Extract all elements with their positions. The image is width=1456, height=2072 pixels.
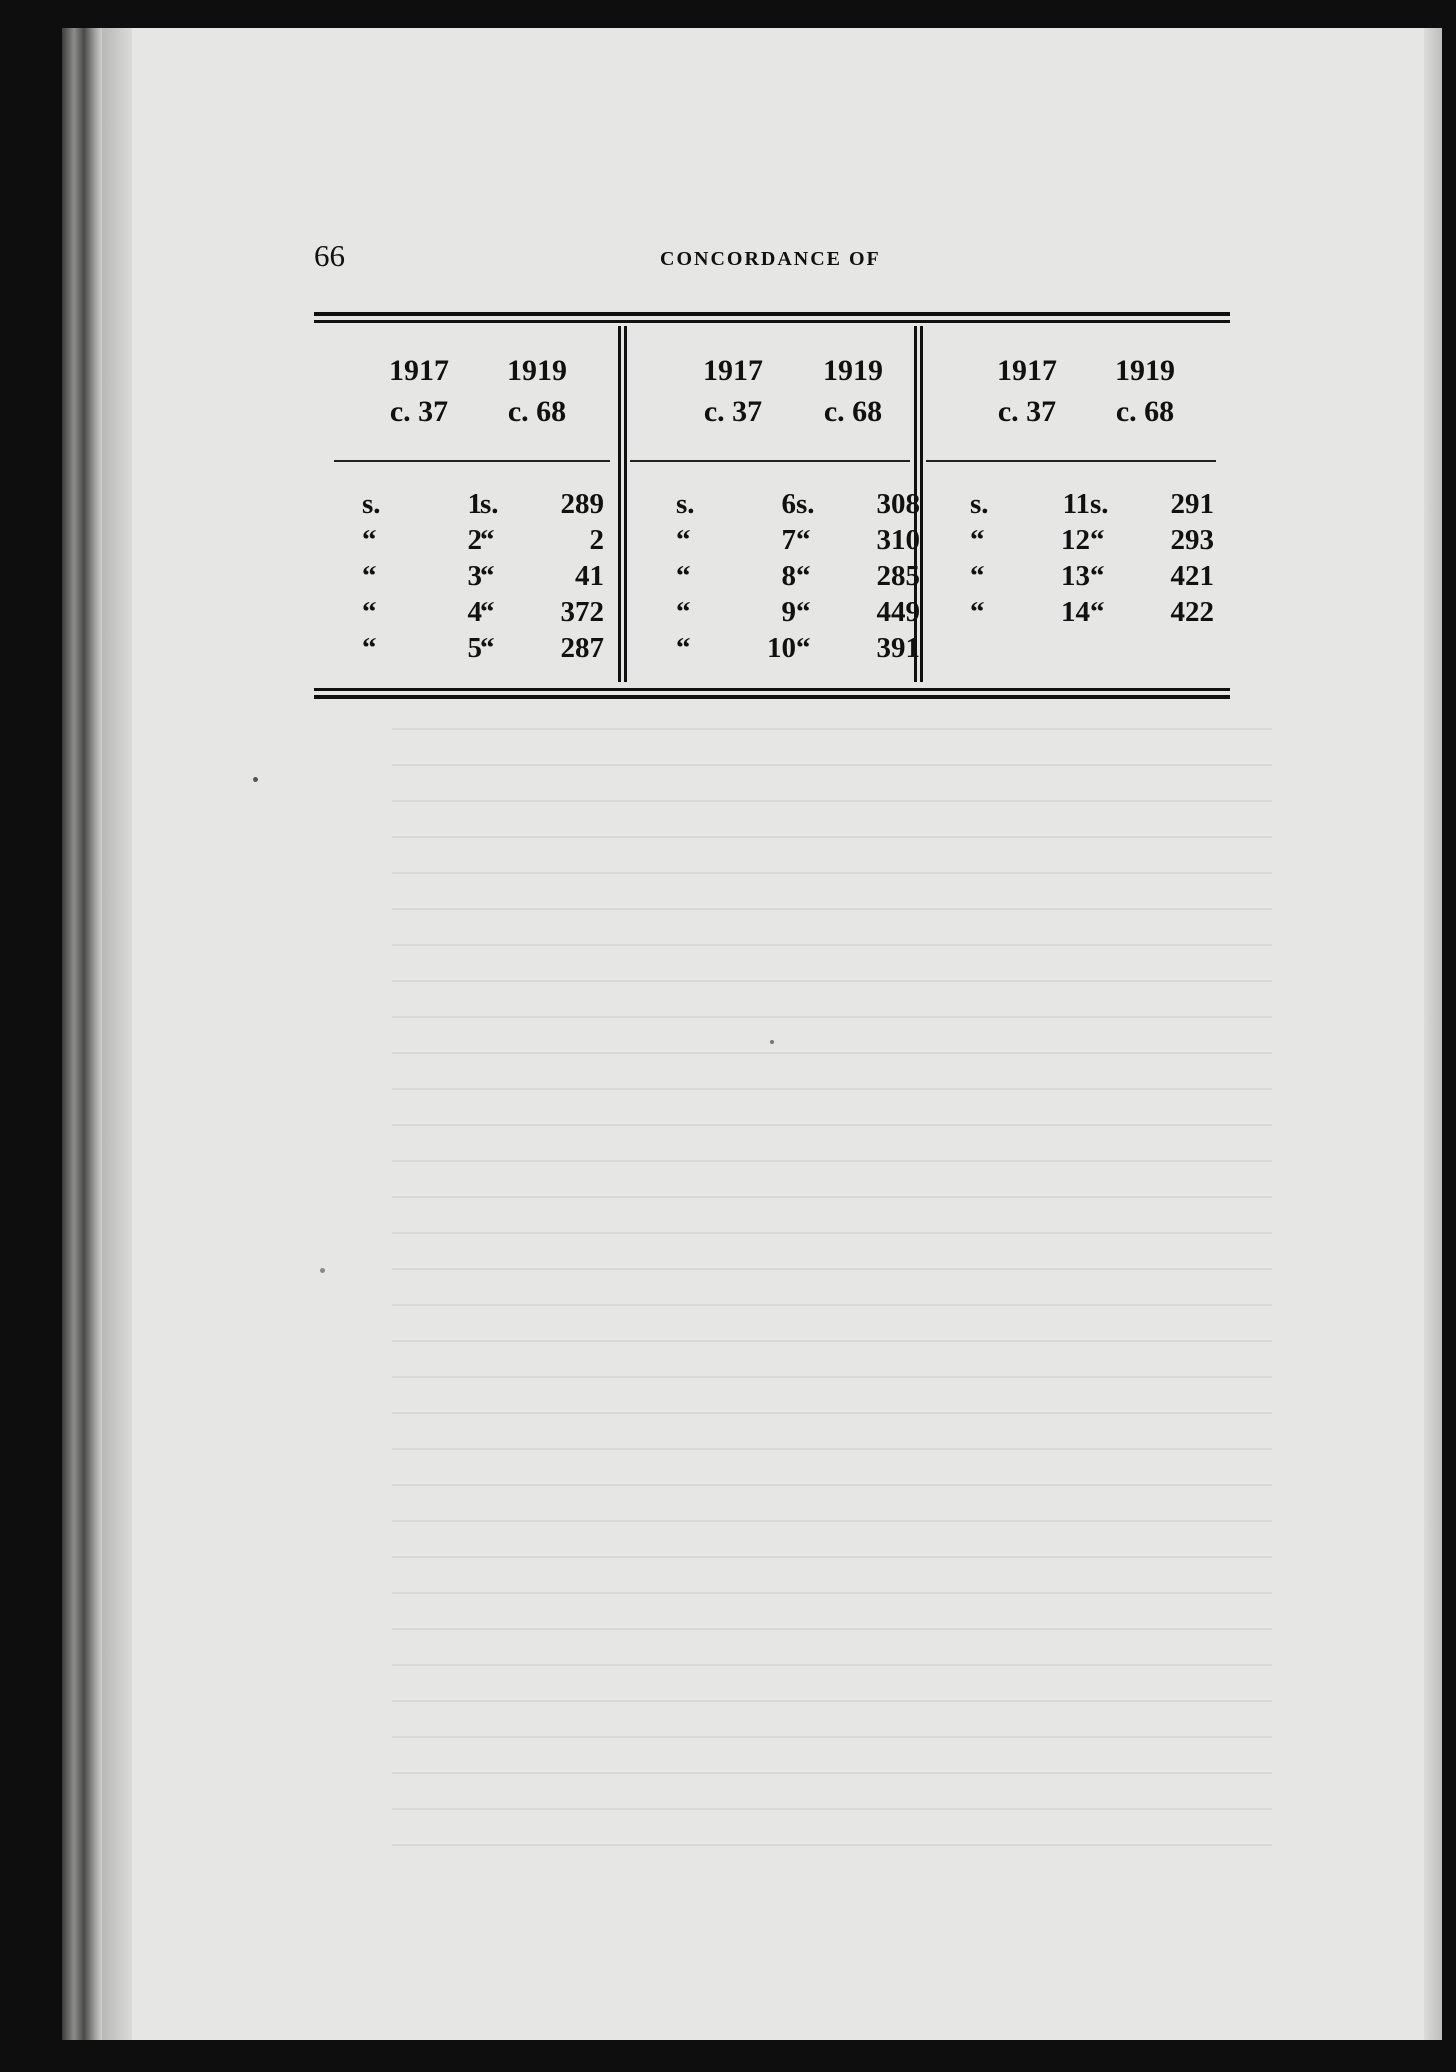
section-prefix-1919: “ (1090, 596, 1105, 628)
chapter-label: c. 68 (507, 395, 567, 428)
page-stack-edge (62, 28, 102, 2040)
table-bottom-rule (314, 688, 1230, 691)
section-prefix-1919: “ (480, 524, 495, 556)
header-1919 (472, 350, 602, 432)
section-prefix-1917: “ (362, 524, 377, 556)
section-prefix-1917: s. (676, 488, 695, 520)
section-prefix-1919: s. (1090, 488, 1109, 520)
section-number-1919: 449 (876, 596, 920, 628)
header-1917 (668, 350, 798, 432)
chapter-label: c. 37 (389, 395, 449, 428)
section-number-1917: 3 (467, 560, 482, 592)
section-number-1917: 12 (1061, 524, 1090, 556)
section-number-1919: 285 (876, 560, 920, 592)
year-label: 1917 (997, 354, 1057, 387)
header-1919 (1080, 350, 1210, 432)
chapter-label: c. 37 (997, 395, 1057, 428)
section-prefix-1917: s. (970, 488, 989, 520)
table-top-rule-2 (314, 320, 1230, 323)
section-prefix-1917: “ (362, 632, 377, 664)
section-prefix-1919: “ (480, 560, 495, 592)
section-number-1917: 4 (467, 596, 482, 628)
section-number-1917: 6 (781, 488, 796, 520)
section-number-1919: 291 (1170, 488, 1214, 520)
section-prefix-1919: “ (796, 632, 811, 664)
section-number-1919: 41 (575, 560, 604, 592)
section-number-1919: 421 (1170, 560, 1214, 592)
year-label: 1919 (507, 354, 567, 387)
section-prefix-1919: “ (480, 632, 495, 664)
year-label: 1917 (703, 354, 763, 387)
section-prefix-1917: “ (676, 560, 691, 592)
section-prefix-1917: “ (362, 560, 377, 592)
section-prefix-1917: s. (362, 488, 381, 520)
concordance-table (314, 330, 1230, 682)
running-head: CONCORDANCE OF (660, 248, 881, 270)
header-rule (926, 460, 1216, 462)
right-page-edge (1424, 28, 1442, 2040)
section-prefix-1917: “ (970, 524, 985, 556)
section-prefix-1919: “ (1090, 524, 1105, 556)
section-prefix-1919: “ (796, 524, 811, 556)
section-number-1919: 287 (560, 632, 604, 664)
table-bottom-rule-2 (314, 695, 1230, 699)
concordance-panel (614, 330, 920, 682)
year-label: 1919 (1115, 354, 1175, 387)
header-rule (334, 460, 610, 462)
section-prefix-1919: “ (1090, 560, 1105, 592)
section-prefix-1917: “ (970, 560, 985, 592)
chapter-label: c. 37 (703, 395, 763, 428)
chapter-label: c. 68 (1115, 395, 1175, 428)
section-number-1917: 1 (467, 488, 482, 520)
section-number-1919: 391 (876, 632, 920, 664)
section-prefix-1917: “ (676, 596, 691, 628)
section-prefix-1917: “ (970, 596, 985, 628)
chapter-label: c. 68 (823, 395, 883, 428)
section-number-1917: 5 (467, 632, 482, 664)
page-number: 66 (314, 238, 345, 273)
section-number-1917: 8 (781, 560, 796, 592)
section-prefix-1919: s. (480, 488, 499, 520)
gutter-shadow (102, 28, 132, 2040)
section-prefix-1919: “ (480, 596, 495, 628)
section-number-1919: 2 (589, 524, 604, 556)
header-1919 (788, 350, 918, 432)
section-number-1917: 11 (1062, 488, 1090, 520)
section-prefix-1917: “ (676, 632, 691, 664)
section-prefix-1919: “ (796, 560, 811, 592)
section-number-1919: 308 (876, 488, 920, 520)
concordance-panel (910, 330, 1230, 682)
section-prefix-1919: “ (796, 596, 811, 628)
speck (770, 1040, 774, 1044)
section-number-1919: 422 (1170, 596, 1214, 628)
section-number-1919: 289 (560, 488, 604, 520)
section-number-1917: 2 (467, 524, 482, 556)
year-label: 1919 (823, 354, 883, 387)
speck (253, 777, 258, 782)
section-number-1919: 293 (1170, 524, 1214, 556)
section-number-1917: 10 (767, 632, 796, 664)
header-1917 (962, 350, 1092, 432)
concordance-panel (314, 330, 614, 682)
section-number-1917: 13 (1061, 560, 1090, 592)
header-1917 (354, 350, 484, 432)
section-number-1917: 7 (781, 524, 796, 556)
section-number-1919: 372 (560, 596, 604, 628)
section-number-1917: 9 (781, 596, 796, 628)
year-label: 1917 (389, 354, 449, 387)
section-number-1917: 14 (1061, 596, 1090, 628)
table-top-rule (314, 312, 1230, 316)
header-rule (630, 460, 910, 462)
section-prefix-1917: “ (676, 524, 691, 556)
section-number-1919: 310 (876, 524, 920, 556)
section-prefix-1919: s. (796, 488, 815, 520)
show-through-bleed (392, 728, 1272, 1878)
speck (320, 1268, 325, 1273)
section-prefix-1917: “ (362, 596, 377, 628)
